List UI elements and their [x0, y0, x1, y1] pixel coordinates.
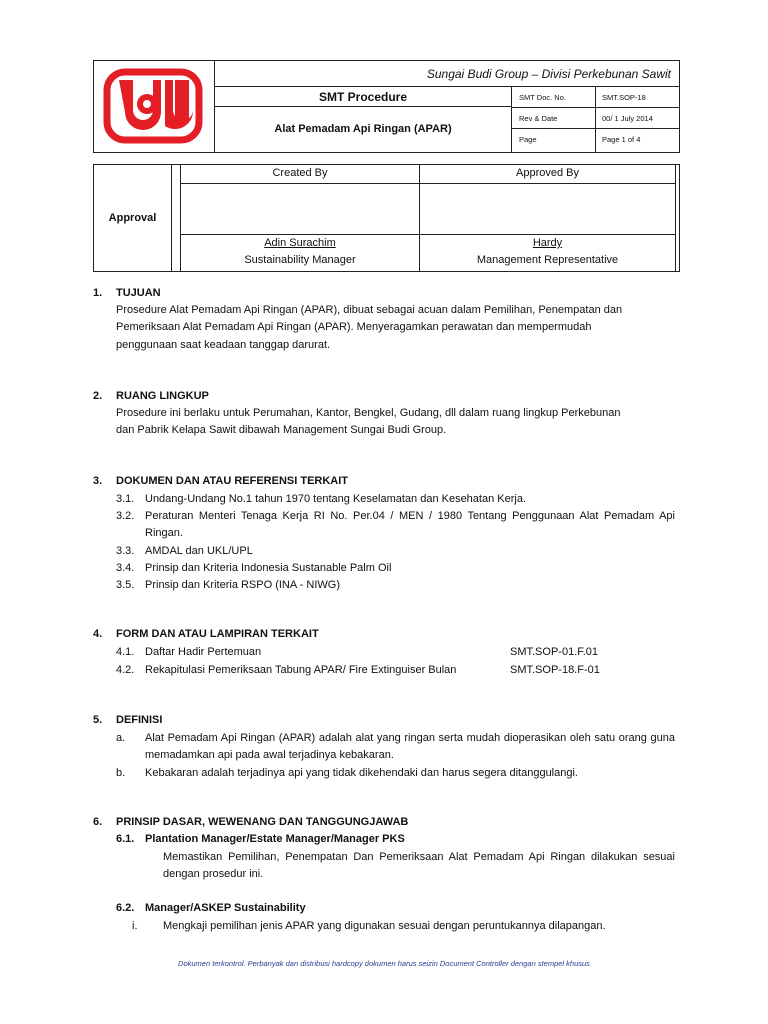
creator-name: Adin Surachim: [264, 237, 336, 249]
form-code: SMT.SOP-18.F-01: [510, 664, 600, 676]
list-item: [116, 560, 675, 577]
section-title: DEFINISI: [116, 714, 163, 726]
meta-key: SMT Doc. No.: [512, 87, 596, 107]
item-text: Prinsip dan Kriteria Indonesia Sustanable Palm Oil: [145, 562, 392, 574]
document-footer: Dokumen terkontrol. Perbanyak dan distribusi hardcopy dokumen harus seizin Document Controller dengan stempel khusus: [178, 959, 590, 968]
item-text: Rekapitulasi Pemeriksaan Tabung APAR/ Fire Extinguiser Bulan: [145, 664, 457, 676]
subsection-heading: [116, 902, 306, 914]
section-number: 2.: [93, 390, 103, 402]
section-title: PRINSIP DASAR, WEWENANG DAN TANGGUNGJAWAB: [116, 816, 409, 828]
list-item: [116, 730, 675, 765]
approved-by-column: [420, 165, 675, 271]
section-title: TUJUAN: [116, 287, 161, 299]
approval-table: [93, 164, 680, 272]
item-number: a.: [116, 732, 126, 744]
item-number: 4.1.: [116, 646, 135, 658]
document-meta: [512, 87, 679, 152]
approval-grid: [180, 165, 676, 271]
section-title: FORM DAN ATAU LAMPIRAN TERKAIT: [116, 628, 319, 640]
sungai-budi-logo-icon: [103, 68, 203, 144]
item-number: i.: [132, 920, 138, 932]
subsection-number: 6.1.: [116, 833, 135, 845]
item-number: 3.2.: [116, 510, 135, 522]
creator-signature-area: [181, 184, 419, 235]
item-number: 3.4.: [116, 562, 135, 574]
section-title: RUANG LINGKUP: [116, 390, 209, 402]
approver-role: Management Representative: [476, 254, 619, 266]
meta-row-doc-no: [512, 87, 679, 108]
created-by-header: Created By: [181, 165, 419, 184]
list-item: [116, 508, 675, 543]
list-item: [116, 662, 675, 679]
item-number: b.: [116, 767, 126, 779]
approver-signature-area: [420, 184, 675, 235]
meta-row-page: [512, 129, 679, 152]
paragraph-line: Prosedure ini berlaku untuk Perumahan, Kantor, Bengkel, Gudang, dll dalam ruang lingkup Perkebunan: [116, 407, 621, 419]
document-header-table: [93, 60, 680, 153]
item-number: 3.1.: [116, 493, 135, 505]
section-heading-definisi: [93, 714, 162, 726]
list-item: [116, 491, 675, 508]
section-heading-form: [93, 628, 319, 640]
section-heading-prinsip: [93, 816, 408, 828]
subsection-title: Manager/ASKEP Sustainability: [145, 902, 306, 914]
document-title: Alat Pemadam Api Ringan (APAR): [274, 123, 452, 135]
item-number: 3.5.: [116, 579, 135, 591]
meta-value: 00/ 1 July 2014: [602, 114, 653, 123]
section-heading-tujuan: [93, 287, 161, 299]
list-item: [116, 918, 675, 935]
subsection-heading: [116, 833, 405, 845]
creator-role: Sustainability Manager: [244, 254, 356, 266]
item-number: 3.3.: [116, 545, 135, 557]
meta-value: Page 1 of 4: [602, 135, 641, 144]
company-logo-cell: [94, 61, 215, 152]
section-paragraph: [116, 302, 675, 354]
item-text: Daftar Hadir Pertemuan: [145, 646, 262, 658]
paragraph-line: penggunaan saat keadaan tanggap darurat.: [116, 338, 331, 351]
approver-name: Hardy: [532, 237, 563, 249]
item-text: Peraturan Menteri Tenaga Kerja RI No. Per.04 / MEN / 1980 Tentang Penggunaan Alat Pemadam Api Ringan.: [145, 510, 675, 540]
section-heading-dokumen: [93, 475, 348, 487]
subsection-number: 6.2.: [116, 902, 135, 914]
item-text: Prinsip dan Kriteria RSPO (INA - NIWG): [145, 579, 340, 591]
approved-by-header: Approved By: [420, 165, 675, 184]
meta-value: SMT.SOP-18: [602, 93, 646, 102]
section-number: 5.: [93, 714, 103, 726]
section-number: 4.: [93, 628, 103, 640]
item-text: Alat Pemadam Api Ringan (APAR) adalah alat yang ringan serta mudah dioperasikan oleh satu orang guna memadamkan api pada awal terjadinya kebakaran.: [145, 732, 675, 762]
section-number: 1.: [93, 287, 103, 299]
list-item: [116, 765, 675, 782]
list-item: [116, 644, 675, 661]
section-number: 6.: [93, 816, 103, 828]
item-text: Undang-Undang No.1 tahun 1970 tentang Keselamatan dan Kesehatan Kerja.: [145, 493, 527, 505]
header-info: [215, 61, 679, 152]
item-text: Kebakaran adalah terjadinya api yang tidak dikehendaki dan harus segera ditanggulangi.: [145, 767, 578, 779]
procedure-label: SMT Procedure: [215, 87, 511, 107]
item-text: AMDAL dan UKL/UPL: [145, 545, 253, 557]
paragraph-line: Pemeriksaan Alat Pemadam Api Ringan (APAR). Menyeragamkan perawatan dan mempermudah: [116, 321, 592, 334]
item-text: Mengkaji pemilihan jenis APAR yang digunakan sesuai dengan peruntukannya dilapangan.: [163, 920, 606, 932]
title-cell: [215, 87, 512, 152]
section-paragraph: [116, 405, 675, 440]
paragraph-line: dan Pabrik Kelapa Sawit dibawah Management Sungai Budi Group.: [116, 424, 447, 437]
company-name: Sungai Budi Group – Divisi Perkebunan Sawit: [215, 61, 679, 87]
subsection-title: Plantation Manager/Estate Manager/Manager PKS: [145, 833, 405, 845]
section-number: 3.: [93, 475, 103, 487]
section-title: DOKUMEN DAN ATAU REFERENSI TERKAIT: [116, 475, 349, 487]
list-item: [116, 543, 675, 560]
meta-key: Page: [512, 129, 596, 152]
item-number: 4.2.: [116, 664, 135, 676]
meta-row-rev-date: [512, 108, 679, 129]
paragraph-line: Prosedure Alat Pemadam Api Ringan (APAR), dibuat sebagai acuan dalam Pemilihan, Penempatan dan: [116, 304, 623, 316]
meta-key: Rev & Date: [512, 108, 596, 128]
form-code: SMT.SOP-01.F.01: [510, 646, 599, 658]
subsection-paragraph: Memastikan Pemilihan, Penempatan Dan Pemeriksaan Alat Pemadam Api Ringan dilakukan sesuai dengan prosedur ini.: [163, 851, 675, 881]
approval-label: Approval: [94, 165, 172, 271]
created-by-column: [181, 165, 420, 271]
section-heading-ruang-lingkup: [93, 390, 209, 402]
list-item: [116, 577, 675, 594]
